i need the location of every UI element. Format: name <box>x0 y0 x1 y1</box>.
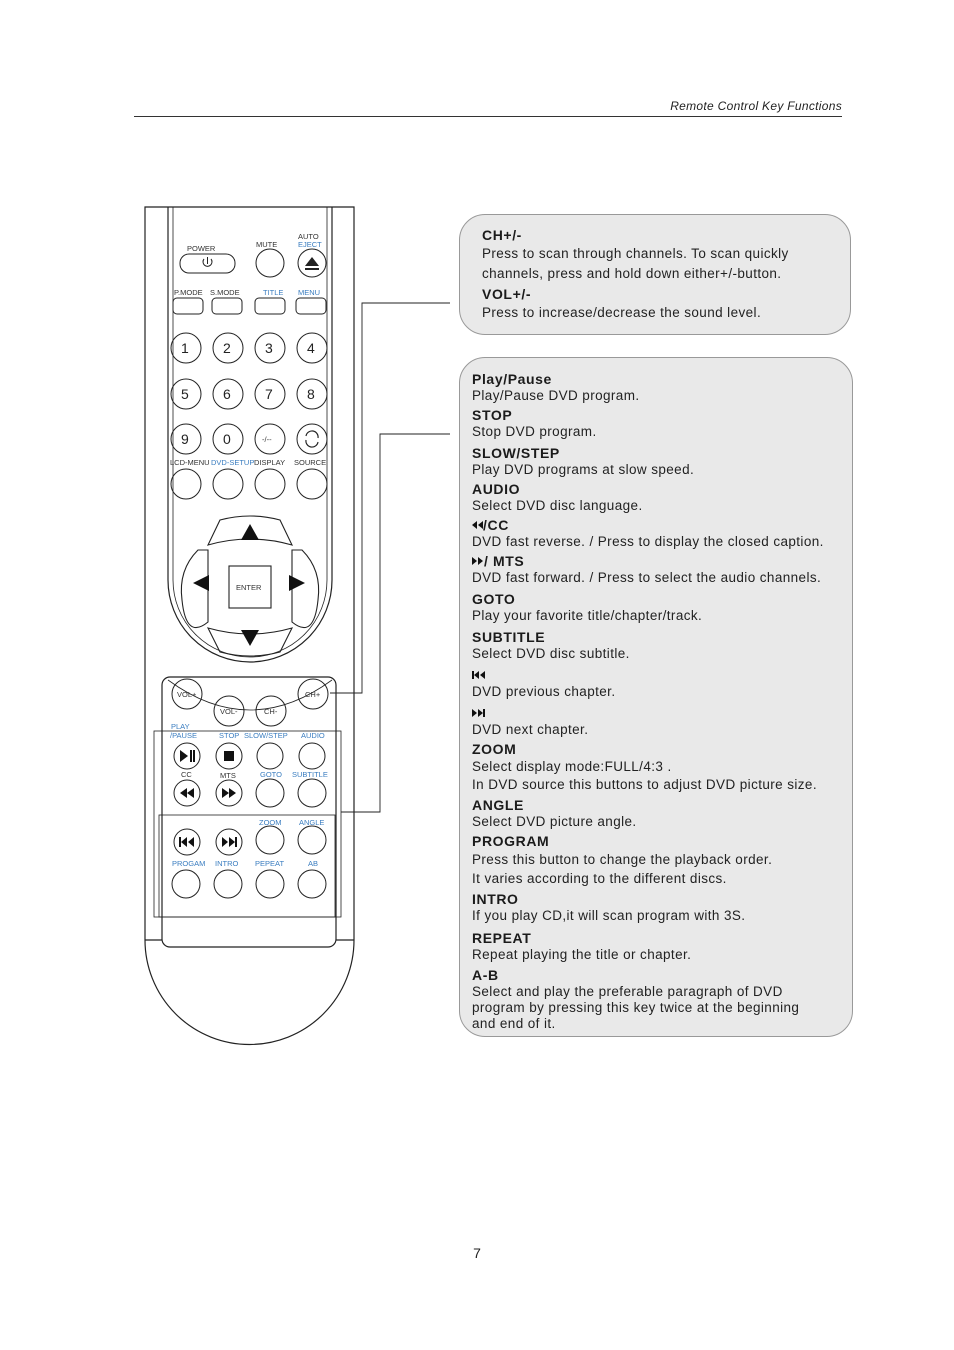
label-vol-minus: VOL- <box>220 707 238 716</box>
zoom-button[interactable] <box>256 826 284 854</box>
intro-button[interactable] <box>214 870 242 898</box>
play-pause-icon <box>180 750 195 762</box>
program-button[interactable] <box>172 870 200 898</box>
entry-title: Play/Pause <box>472 371 552 387</box>
digit-5: 5 <box>181 386 189 402</box>
down-arrow-icon <box>241 630 259 646</box>
entry-title: /CC <box>483 517 509 533</box>
entry-cc <box>472 517 852 550</box>
up-arrow-icon <box>241 524 259 540</box>
label-angle: ANGLE <box>299 818 325 827</box>
entry-intro <box>472 891 852 924</box>
mute-button[interactable] <box>256 249 284 277</box>
label-subtitle: SUBTITLE <box>292 770 328 779</box>
header-title: Remote Control Key Functions <box>670 99 842 113</box>
entry-desc: Select DVD picture angle. <box>472 814 637 829</box>
title-button[interactable] <box>255 298 285 314</box>
label-power: POWER <box>187 244 216 253</box>
label-mts: MTS <box>220 771 236 780</box>
label-vol-plus: VOL+ <box>177 690 197 699</box>
label-title: TITLE <box>263 288 284 297</box>
label-goto: GOTO <box>260 770 282 779</box>
leader-line-ch-vol <box>330 303 450 693</box>
entry-desc: Press this button to change the playback order. It varies according to the different discs. <box>472 852 773 886</box>
entry-title-row <box>472 517 852 534</box>
entry-title: ZOOM <box>472 741 517 757</box>
label-intro: INTRO <box>215 859 239 868</box>
page-number: 7 <box>473 1245 481 1261</box>
entry-title: INTRO <box>472 891 519 907</box>
eject-icon <box>305 257 319 270</box>
next-chapter-icon <box>472 708 486 718</box>
entry-desc: DVD previous chapter. <box>472 684 616 699</box>
entry-title: REPEAT <box>472 930 532 946</box>
label-pepeat: PEPEAT <box>255 859 285 868</box>
entry-title: CH+/- <box>482 227 522 243</box>
digit-6: 6 <box>223 386 231 402</box>
entry-desc: Press to scan through channels. To scan quickly channels, press and hold down either+/-button. <box>482 246 789 281</box>
entry-ab <box>472 967 852 1032</box>
fast-reverse-icon <box>472 520 483 530</box>
label-source: SOURCE <box>294 458 327 467</box>
label-smode: S.MODE <box>210 288 240 297</box>
label-auto: AUTO <box>298 232 319 241</box>
entry-desc: Select DVD disc subtitle. <box>472 646 630 661</box>
label-menu: MENU <box>298 288 321 297</box>
repeat-button[interactable] <box>256 870 284 898</box>
entry-title: ANGLE <box>472 797 524 813</box>
entry-program <box>472 833 852 888</box>
source-button[interactable] <box>297 469 327 499</box>
label-dvd-setup: DVD-SETUP <box>211 458 255 467</box>
label-pause: /PAUSE <box>170 731 197 740</box>
right-arrow-icon <box>289 575 305 591</box>
entry-zoom <box>472 741 852 794</box>
label-ab: AB <box>308 859 319 868</box>
entry-subtitle <box>472 629 852 662</box>
recall-button[interactable] <box>297 424 327 454</box>
entry-repeat <box>472 930 852 963</box>
entry-title-row <box>472 553 852 570</box>
digit-4: 4 <box>307 340 315 356</box>
entry-desc: DVD fast forward. / Press to select the audio channels. <box>472 570 822 585</box>
digit-0: 0 <box>223 431 231 447</box>
angle-button[interactable] <box>298 826 326 854</box>
label-eject: EJECT <box>298 240 322 249</box>
entry-desc: DVD next chapter. <box>472 722 589 737</box>
entry-desc: Stop DVD program. <box>472 424 597 439</box>
digit-7: 7 <box>265 386 273 402</box>
label-mute: MUTE <box>256 240 278 249</box>
entry-title: A-B <box>472 967 499 983</box>
display-button[interactable] <box>255 469 285 499</box>
entry-slow-step <box>472 445 852 478</box>
lcd-menu-button[interactable] <box>171 469 201 499</box>
previous-chapter-icon <box>179 837 194 847</box>
label-play: PLAY <box>171 722 190 731</box>
ab-button[interactable] <box>298 870 326 898</box>
entry-title: PROGRAM <box>472 833 550 849</box>
next-chapter-icon <box>222 837 237 847</box>
entry-title: AUDIO <box>472 481 521 497</box>
audio-button[interactable] <box>299 743 325 769</box>
label-zoom: ZOOM <box>259 818 282 827</box>
slow-step-button[interactable] <box>257 743 283 769</box>
smode-button[interactable] <box>212 298 242 314</box>
entry-desc: Repeat playing the title or chapter. <box>472 947 692 962</box>
entry-title-row <box>472 705 852 722</box>
entry-title: GOTO <box>472 591 516 607</box>
entry-next-chapter <box>472 705 852 738</box>
entry-previous-chapter <box>472 667 852 700</box>
entry-goto <box>472 591 852 624</box>
ch-vol-panel <box>459 214 851 335</box>
entry-title: VOL+/- <box>482 286 532 302</box>
label-slow-step: SLOW/STEP <box>244 731 288 740</box>
entry-desc: Select DVD disc language. <box>472 498 643 513</box>
label-progam: PROGAM <box>172 859 206 868</box>
entry-desc: Press to increase/decrease the sound level. <box>482 305 762 320</box>
label-stop: STOP <box>219 731 240 740</box>
subtitle-button[interactable] <box>298 779 326 807</box>
entry-desc: Play DVD programs at slow speed. <box>472 462 695 477</box>
entry-stop <box>472 407 852 440</box>
label-cc: CC <box>181 770 192 779</box>
digit-2: 2 <box>223 340 231 356</box>
label-ch-plus: CH+ <box>305 690 321 699</box>
entry-desc: Play your favorite title/chapter/track. <box>472 608 703 623</box>
entry-angle <box>472 797 852 830</box>
digit-8: 8 <box>307 386 315 402</box>
recall-icon <box>306 431 318 447</box>
fast-reverse-icon <box>180 788 194 798</box>
entry-desc: Select display mode:FULL/4:3 . In DVD source this buttons to adjust DVD picture size. <box>472 759 817 792</box>
fast-forward-icon <box>472 556 484 566</box>
pmode-button[interactable] <box>173 298 203 314</box>
leader-line-dvd <box>341 434 450 812</box>
entry-desc: Select and play the preferable paragraph of DVD program by pressing this key twice at the beginning and end of it. <box>472 984 800 1031</box>
fast-forward-icon <box>222 788 236 798</box>
label-audio: AUDIO <box>301 731 325 740</box>
digit-3: 3 <box>265 340 273 356</box>
entry-title: / MTS <box>484 553 525 569</box>
entry-desc: If you play CD,it will scan program with 3S. <box>472 908 746 923</box>
dvd-setup-button[interactable] <box>213 469 243 499</box>
entry-title: SUBTITLE <box>472 629 546 645</box>
entry-desc: Play/Pause DVD program. <box>472 388 640 403</box>
label-ch-minus: CH- <box>264 707 278 716</box>
label-lcd-menu: LCD-MENU <box>170 458 210 467</box>
goto-button[interactable] <box>256 779 284 807</box>
previous-chapter-icon <box>472 670 486 680</box>
menu-button[interactable] <box>296 298 326 314</box>
nav-left-button[interactable] <box>181 550 208 628</box>
entry-title: SLOW/STEP <box>472 445 560 461</box>
label-display: DISPLAY <box>254 458 286 467</box>
digit-1: 1 <box>181 340 189 356</box>
power-icon <box>203 257 212 266</box>
label-enter: ENTER <box>236 583 262 592</box>
digit-9: 9 <box>181 431 189 447</box>
nav-right-button[interactable] <box>292 550 319 628</box>
entry-desc: DVD fast reverse. / Press to display the closed caption. <box>472 534 824 549</box>
entry-audio <box>472 481 852 514</box>
entry-mts <box>472 553 852 586</box>
remote-inner-panel <box>168 207 332 662</box>
digit-dash: -/-- <box>262 435 272 444</box>
dvd-functions-panel <box>459 357 853 1037</box>
stop-icon <box>224 751 234 761</box>
remote-outer-body <box>145 207 354 1044</box>
entry-title: STOP <box>472 407 513 423</box>
left-arrow-icon <box>193 575 209 591</box>
label-pmode: P.MODE <box>174 288 203 297</box>
entry-play-pause <box>472 371 852 404</box>
entry-title-row <box>472 667 852 684</box>
